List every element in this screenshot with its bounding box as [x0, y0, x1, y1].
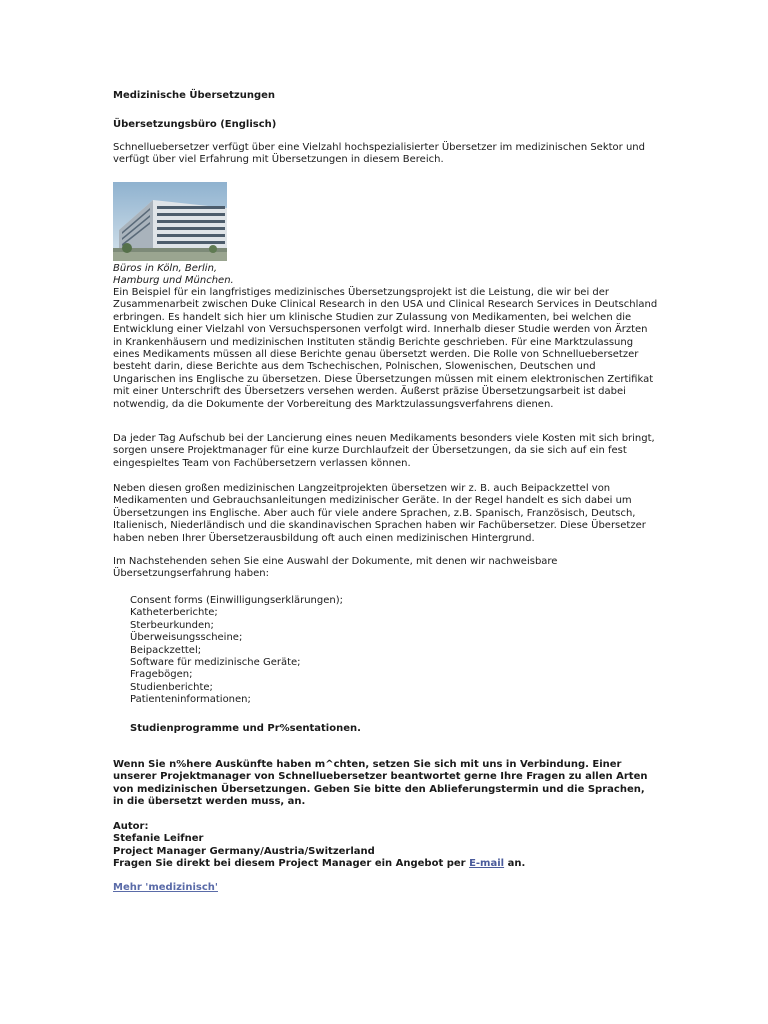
list-item: Sterbeurkunden; [130, 619, 214, 631]
list-item: Überweisungsscheine; [130, 632, 243, 644]
list-item: Beipackzettel; [130, 644, 202, 656]
list-item: Consent forms (Einwilligungserklärungen); [130, 595, 344, 606]
image-caption [113, 263, 234, 288]
email-link[interactable]: E-mail [469, 858, 505, 870]
page-title: Medizinische Übersetzungen [113, 90, 276, 101]
caption-line: Hamburg und München. [113, 275, 234, 287]
author-block [113, 821, 525, 871]
list-item: Studienberichte; [130, 681, 213, 693]
page-subtitle: Übersetzungsbüro (Englisch) [113, 119, 277, 130]
author-name: Stefanie Leifner [113, 833, 204, 845]
list-item: Fragebögen; [130, 669, 193, 681]
more-link-line [113, 882, 218, 894]
list-item: Katheterberichte; [130, 607, 218, 619]
paragraph-project: Ein Beispiel für ein langfristiges medizinisches Übersetzungsprojekt ist die Leistung, die wir bei der Zusammenarbeit zwischen Duke Clinical Research in den USA und Clinical Research Services in Deutschland erbringen. Es handelt sich hier um klinische Studien zur Zulassung von Medikamenten, bei welchen die Entwicklung einer Vielzahl von Versuchspersonen verfolgt wird. Innerhalb dieser Studie werden von Ärzten in Krankenhäusern und medizinischen Instituten ständig Berichte geschrieben. Für eine Marktzulassung eines Medikaments müssen all diese Berichte genau übersetzt werden. Die Rolle von Schnelluebersetzer besteht darin, diese Berichte aus dem Tschechischen, Polnischen, Slowenischen, Deutschen und Ungarischen ins Englische zu übersetzen. Diese Übersetzungen müssen mit einem elektronischen Zertifikat mit einer Unterschrift des Übersetzers versehen werden. Äußerst präzise Übersetzungsarbeit ist dabei notwendig, da die Dokumente der Vorbereitung des Marktzulassungsverfahrens dienen. [113, 287, 658, 410]
caption-line: Büros in Köln, Berlin, [113, 263, 218, 274]
request-suffix: an. [507, 858, 526, 870]
document-list [130, 595, 343, 707]
studien-line: Studienprogramme und Pr%sentationen. [130, 723, 361, 734]
author-role: Project Manager Germany/Austria/Switzerland [113, 845, 375, 857]
request-prefix: Fragen Sie direkt bei diesem Project Manager ein Angebot per [113, 858, 466, 870]
list-item: Patienteninformationen; [130, 694, 251, 706]
more-medizinisch-link[interactable]: Mehr 'medizinisch' [113, 882, 218, 893]
author-request [113, 858, 525, 870]
contact-paragraph: Wenn Sie n%here Auskünfte haben m^chten, setzen Sie sich mit uns in Verbindung. Einer unserer Projektmanager von Schnelluebersetzer beantwortet gerne Ihre Fragen zu allen Arten von medizinischen Übersetzungen. Geben Sie bitte den Ablieferungstermin und die Sprachen, in die übersetzt werden muss, an. [113, 759, 648, 808]
list-item: Software für medizinische Geräte; [130, 657, 301, 669]
paragraph-languages: Neben diesen großen medizinischen Langzeitprojekten übersetzen wir z. B. auch Beipackzettel von Medikamenten und Gebrauchsanleitungen medizinischer Geräte. In der Regel handelt es sich dabei um Übersetzungen ins Englische. Aber auch für viele andere Sprachen, z.B. Spanisch, Französisch, Deutsch, Italienisch, Niederländisch und die skandinavischen Sprachen haben wir Fachübersetzer. Diese Übersetzer haben neben Ihrer Übersetzerausbildung oft auch einen medizinischen Hintergrund. [113, 483, 646, 544]
author-label: Autor: [113, 821, 149, 832]
paragraph-delivery: Da jeder Tag Aufschub bei der Lancierung eines neuen Medikaments besonders viele Kosten mit sich bringt, sorgen unsere Projektmanager für eine kurze Durchlaufzeit der Übersetzungen, da sie sich auf ein fest eingespieltes Team von Fachübersetzern verlassen können. [113, 433, 655, 469]
paragraph-documents-intro: Im Nachstehenden sehen Sie eine Auswahl der Dokumente, mit denen wir nachweisbare Übersetzungserfahrung haben: [113, 556, 558, 580]
intro-paragraph: Schnelluebersetzer verfügt über eine Vielzahl hochspezialisierter Übersetzer im medizinischen Sektor und verfügt über viel Erfahrung mit Übersetzungen in diesem Bereich. [113, 142, 645, 166]
office-building-photo [113, 182, 227, 261]
